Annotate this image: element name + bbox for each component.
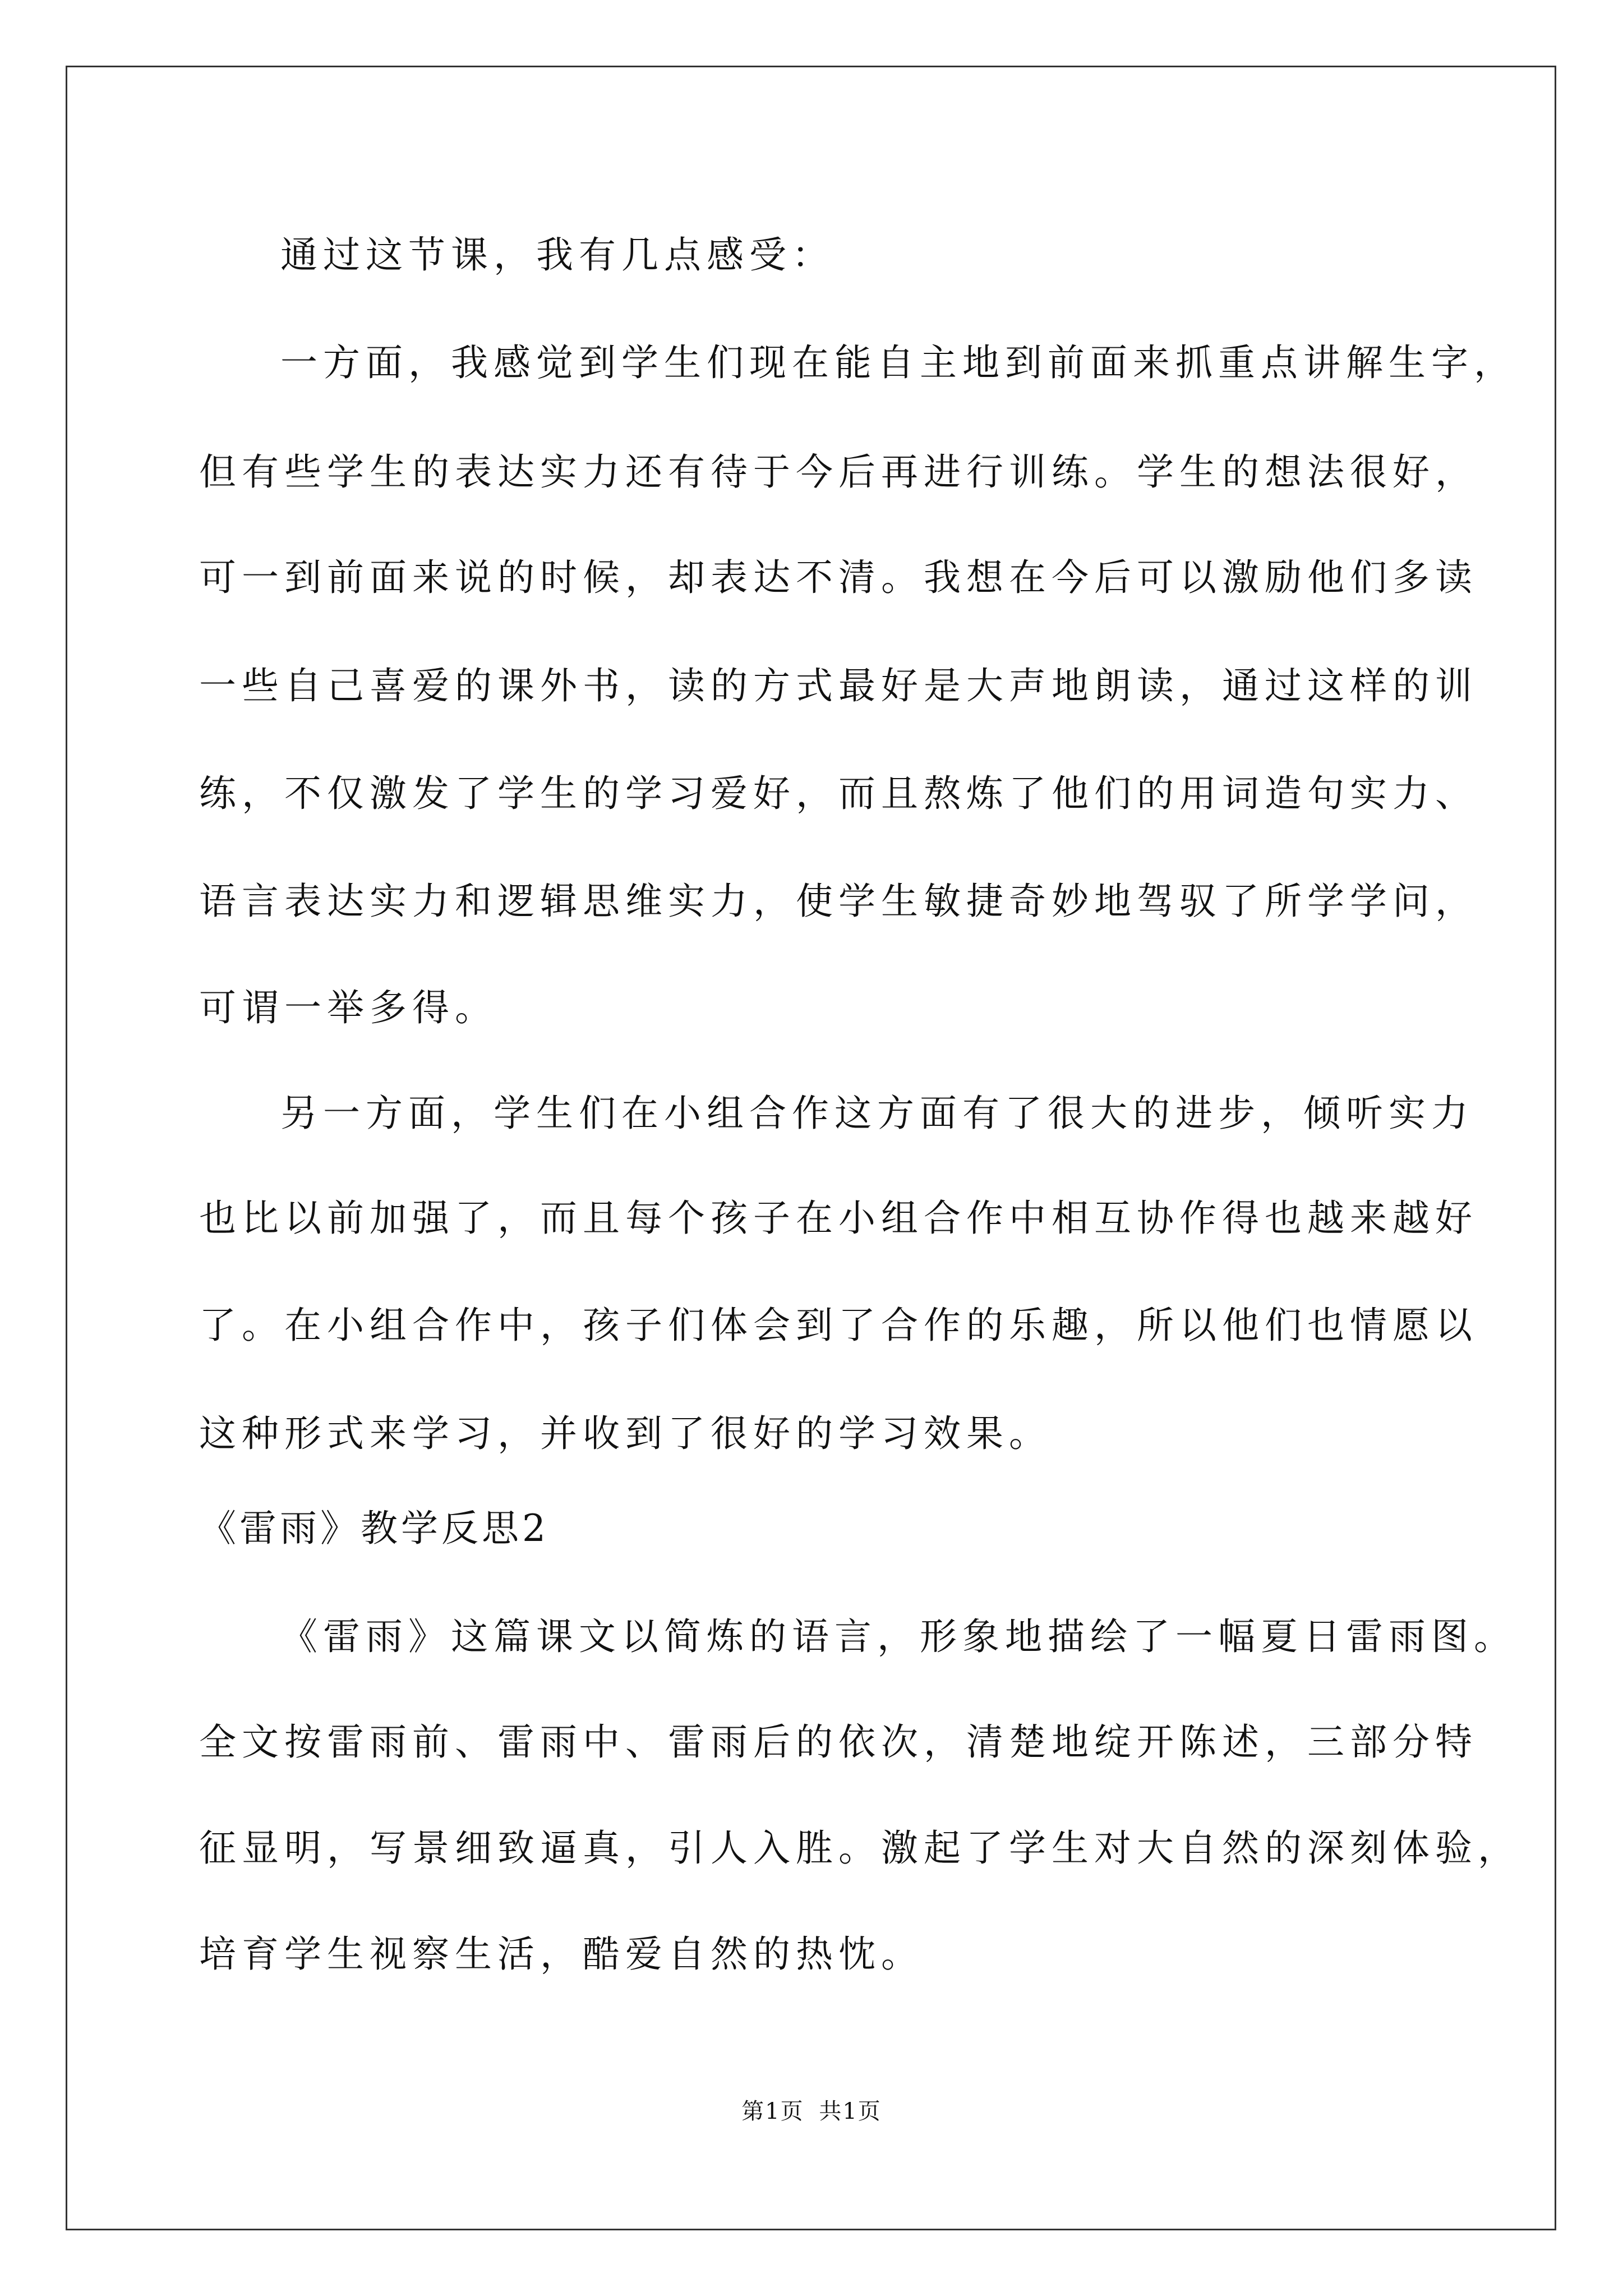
paragraph-line: 练，不仅激发了学生的学习爱好，而且熬炼了他们的用词造句实力、 — [199, 772, 1478, 815]
paragraph-line: 也比以前加强了，而且每个孩子在小组合作中相互协作得也越来越好 — [199, 1197, 1478, 1240]
paragraph-line: 了。在小组合作中，孩子们体会到了合作的乐趣，所以他们也情愿以 — [199, 1304, 1478, 1347]
section-heading: 《雷雨》教学反思2 — [199, 1507, 549, 1550]
paragraph-line: 可谓一举多得。 — [199, 986, 497, 1029]
paragraph-line: 《雷雨》这篇课文以简炼的语言，形象地描绘了一幅夏日雷雨图。 — [280, 1615, 1516, 1658]
paragraph-line: 这种形式来学习，并收到了很好的学习效果。 — [199, 1412, 1052, 1455]
paragraph-line: 征显明，写景细致逼真，引人入胜。激起了学生对大自然的深刻体验， — [199, 1826, 1520, 1870]
page-border — [66, 66, 1556, 2230]
paragraph-line: 但有些学生的表达实力还有待于今后再进行训练。学生的想法很好， — [199, 450, 1478, 494]
page-number-footer: 第1页 共1页 — [741, 2099, 882, 2124]
paragraph-line: 一些自己喜爱的课外书，读的方式最好是大声地朗读，通过这样的训 — [199, 664, 1478, 707]
paragraph-line: 一方面，我感觉到学生们现在能自主地到前面来抓重点讲解生字， — [280, 341, 1516, 384]
paragraph-line: 通过这节课，我有几点感受： — [280, 233, 834, 277]
paragraph-line: 另一方面，学生们在小组合作这方面有了很大的进步，倾听实力 — [280, 1092, 1474, 1135]
paragraph-line: 可一到前面来说的时候，却表达不清。我想在今后可以激励他们多读 — [199, 556, 1478, 599]
paragraph-line: 培育学生视察生活，酷爱自然的热忱。 — [199, 1932, 924, 1976]
paragraph-line: 语言表达实力和逻辑思维实力，使学生敏捷奇妙地驾驭了所学学问， — [199, 880, 1478, 923]
paragraph-line: 全文按雷雨前、雷雨中、雷雨后的依次，清楚地绽开陈述，三部分特 — [199, 1720, 1478, 1764]
